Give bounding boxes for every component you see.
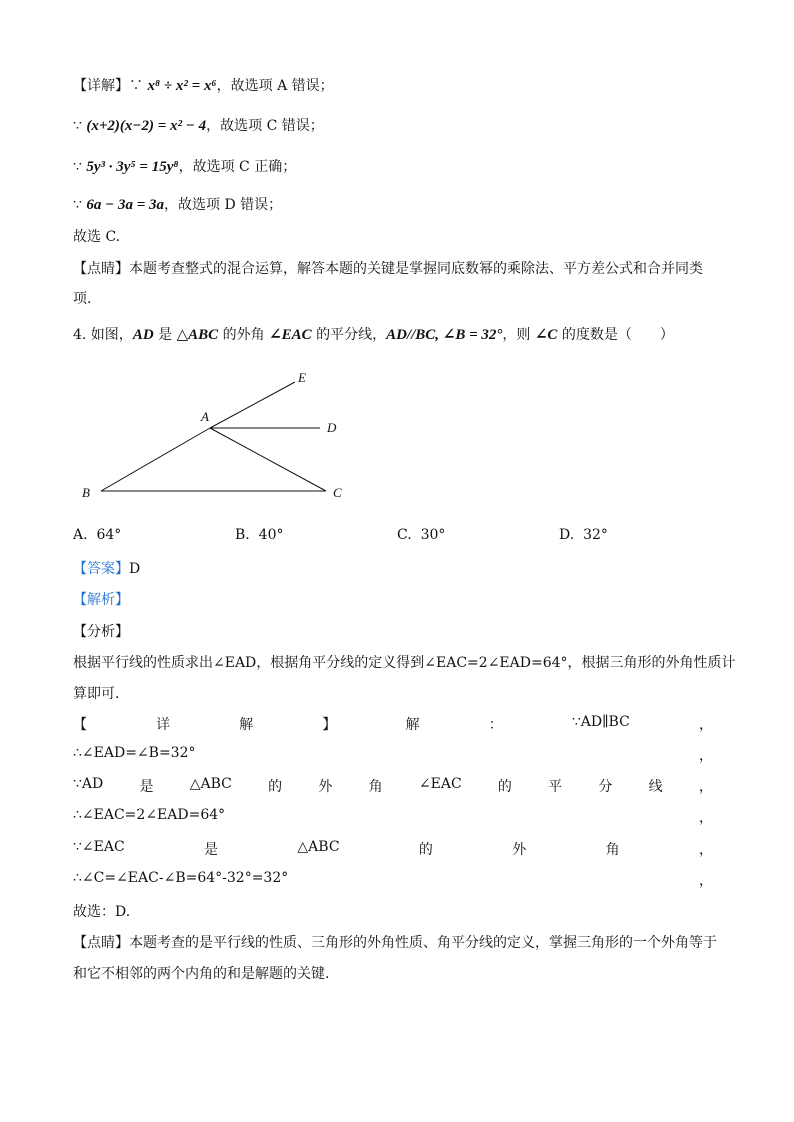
detail-token: 详 <box>156 717 171 733</box>
detail-token: 外 <box>318 779 333 795</box>
conclusion-text-4: ，故选项 D 错误； <box>164 197 283 213</box>
detail-token: 【 <box>73 717 87 733</box>
detail-token: 的 <box>418 842 433 858</box>
math-triangle: △ABC <box>176 327 219 343</box>
detail-token: 是 <box>204 842 219 858</box>
option-d <box>559 527 608 543</box>
detail-token: 的 <box>268 779 283 795</box>
detail-token: ， <box>698 717 713 733</box>
q-text-ask: 的度数是（ ） <box>557 327 674 343</box>
choose-d-line: 故选：D. <box>73 904 131 920</box>
math-condition: AD//BC, ∠B = 32° <box>386 327 503 343</box>
detail-row-6 <box>73 870 713 890</box>
detail-token: ∵∠EAC <box>73 839 125 855</box>
label-a: A <box>201 409 209 424</box>
analysis-label: 【解析】 <box>73 592 129 608</box>
detail-token: 的 <box>497 779 512 795</box>
math-expression-2: (x+2)(x−2) = x² − 4 <box>86 118 207 134</box>
choose-c-line: 故选 C. <box>73 229 121 245</box>
option-b <box>235 527 283 543</box>
option-a <box>73 527 121 543</box>
detail-token: ， <box>698 779 713 795</box>
conclusion-text-2: ，故选项 C 错误； <box>206 118 324 134</box>
detail-token: ， <box>698 842 713 858</box>
conclusion-text-1: ，故选项 A 错误； <box>216 78 334 94</box>
detail-row-2 <box>73 745 713 765</box>
conclusion-text-3: ，故选项 C 正确； <box>178 159 297 175</box>
dianjing-1-line-2: 项. <box>73 291 92 307</box>
math-angle-c: ∠C <box>534 327 558 343</box>
question-number: 4. 如图， <box>73 327 133 343</box>
detail-token: 角 <box>368 779 383 795</box>
because-symbol: ∵ <box>73 159 82 175</box>
detail-line-3 <box>73 156 296 176</box>
math-expression-4: 6a − 3a = 3a <box>86 197 165 213</box>
option-value: 30° <box>420 527 446 543</box>
dianjing-1-line-1: 【点睛】本题考查整式的混合运算，解答本题的关键是掌握同底数幂的乘除法、平方差公式和合并同类 <box>73 261 703 277</box>
label-d: D <box>327 420 337 435</box>
detail-line-2 <box>73 115 324 135</box>
detail-token: 是 <box>139 779 154 795</box>
detail-token: 分 <box>598 779 613 795</box>
dianjing-2-line-2: 和它不相邻的两个内角的和是解题的关键. <box>73 966 330 982</box>
detail-row-3 <box>73 776 713 796</box>
detail-line-1 <box>73 75 334 95</box>
detail-token: ∵AD <box>73 776 104 792</box>
detail-row-5 <box>73 839 713 859</box>
detail-token: ， <box>699 810 713 826</box>
label-e: E <box>298 370 306 385</box>
fenxi-line-1: 根据平行线的性质求出∠EAD，根据角平分线的定义得到∠EAC=2∠EAD=64°，根据三角形的外角性质计 <box>73 655 736 671</box>
answer-value: D <box>129 561 141 577</box>
label-c: C <box>333 485 342 500</box>
label-b: B <box>82 485 90 500</box>
math-ad: AD <box>132 327 154 343</box>
detail-label: 【详解】 <box>73 78 129 94</box>
option-letter: D. <box>559 527 575 543</box>
detail-token: 解 <box>239 717 254 733</box>
detail-token: ∠EAC <box>418 776 462 792</box>
segment-a-b <box>101 428 210 491</box>
answer-line <box>73 558 140 578</box>
q-text-then: ，则 <box>502 327 535 343</box>
detail-token: 线 <box>648 779 663 795</box>
because-symbol: ∵ <box>73 118 82 134</box>
option-letter: B. <box>235 527 250 543</box>
option-letter: A. <box>73 527 88 543</box>
because-symbol: ∵ <box>73 197 82 213</box>
math-expression-1: x⁸ ÷ x² = x⁶ <box>147 78 217 94</box>
detail-token: 】 <box>322 717 337 733</box>
dianjing-2-line-1: 【点睛】本题考查的是平行线的性质、三角形的外角性质、角平分线的定义，掌握三角形的一个外角等于 <box>73 935 717 951</box>
detail-token: ∵AD∥BC <box>571 714 630 730</box>
segment-a-c <box>210 428 326 491</box>
detail-token: ： <box>488 717 503 733</box>
because-symbol: ∵ <box>129 78 143 94</box>
detail-token: ∴∠EAD=∠B=32° <box>73 745 196 761</box>
q-text-bisector: 的平分线， <box>311 327 387 343</box>
math-angle-eac: ∠EAC <box>269 327 312 343</box>
option-value: 64° <box>96 527 122 543</box>
detail-token: 解 <box>405 717 420 733</box>
option-value: 40° <box>258 527 284 543</box>
fenxi-label: 【分析】 <box>73 624 129 640</box>
detail-token: 平 <box>548 779 563 795</box>
detail-token: ， <box>699 873 713 889</box>
detail-token: △ABC <box>189 776 232 792</box>
detail-token: ， <box>699 748 713 764</box>
option-letter: C. <box>397 527 412 543</box>
fenxi-line-2: 算即可. <box>73 686 120 702</box>
math-expression-3: 5y³ · 3y⁵ = 15y⁸ <box>86 159 179 175</box>
option-c <box>397 527 445 543</box>
detail-token: △ABC <box>297 839 340 855</box>
detail-row-4 <box>73 807 713 827</box>
detail-token: 角 <box>605 842 620 858</box>
geometry-figure <box>70 362 370 512</box>
detail-token: ∴∠C=∠EAC-∠B=64°-32°=32° <box>73 870 289 886</box>
detail-line-4 <box>73 194 282 214</box>
option-value: 32° <box>583 527 608 543</box>
detail-row-1 <box>73 714 713 734</box>
q-text-is: 是 <box>153 327 177 343</box>
answer-label: 【答案】 <box>73 561 129 577</box>
detail-token: 外 <box>512 842 527 858</box>
detail-token: ∴∠EAC=2∠EAD=64° <box>73 807 226 823</box>
segment-a-e <box>210 382 295 428</box>
question-4 <box>73 324 674 344</box>
q-text-outer: 的外角 <box>218 327 270 343</box>
